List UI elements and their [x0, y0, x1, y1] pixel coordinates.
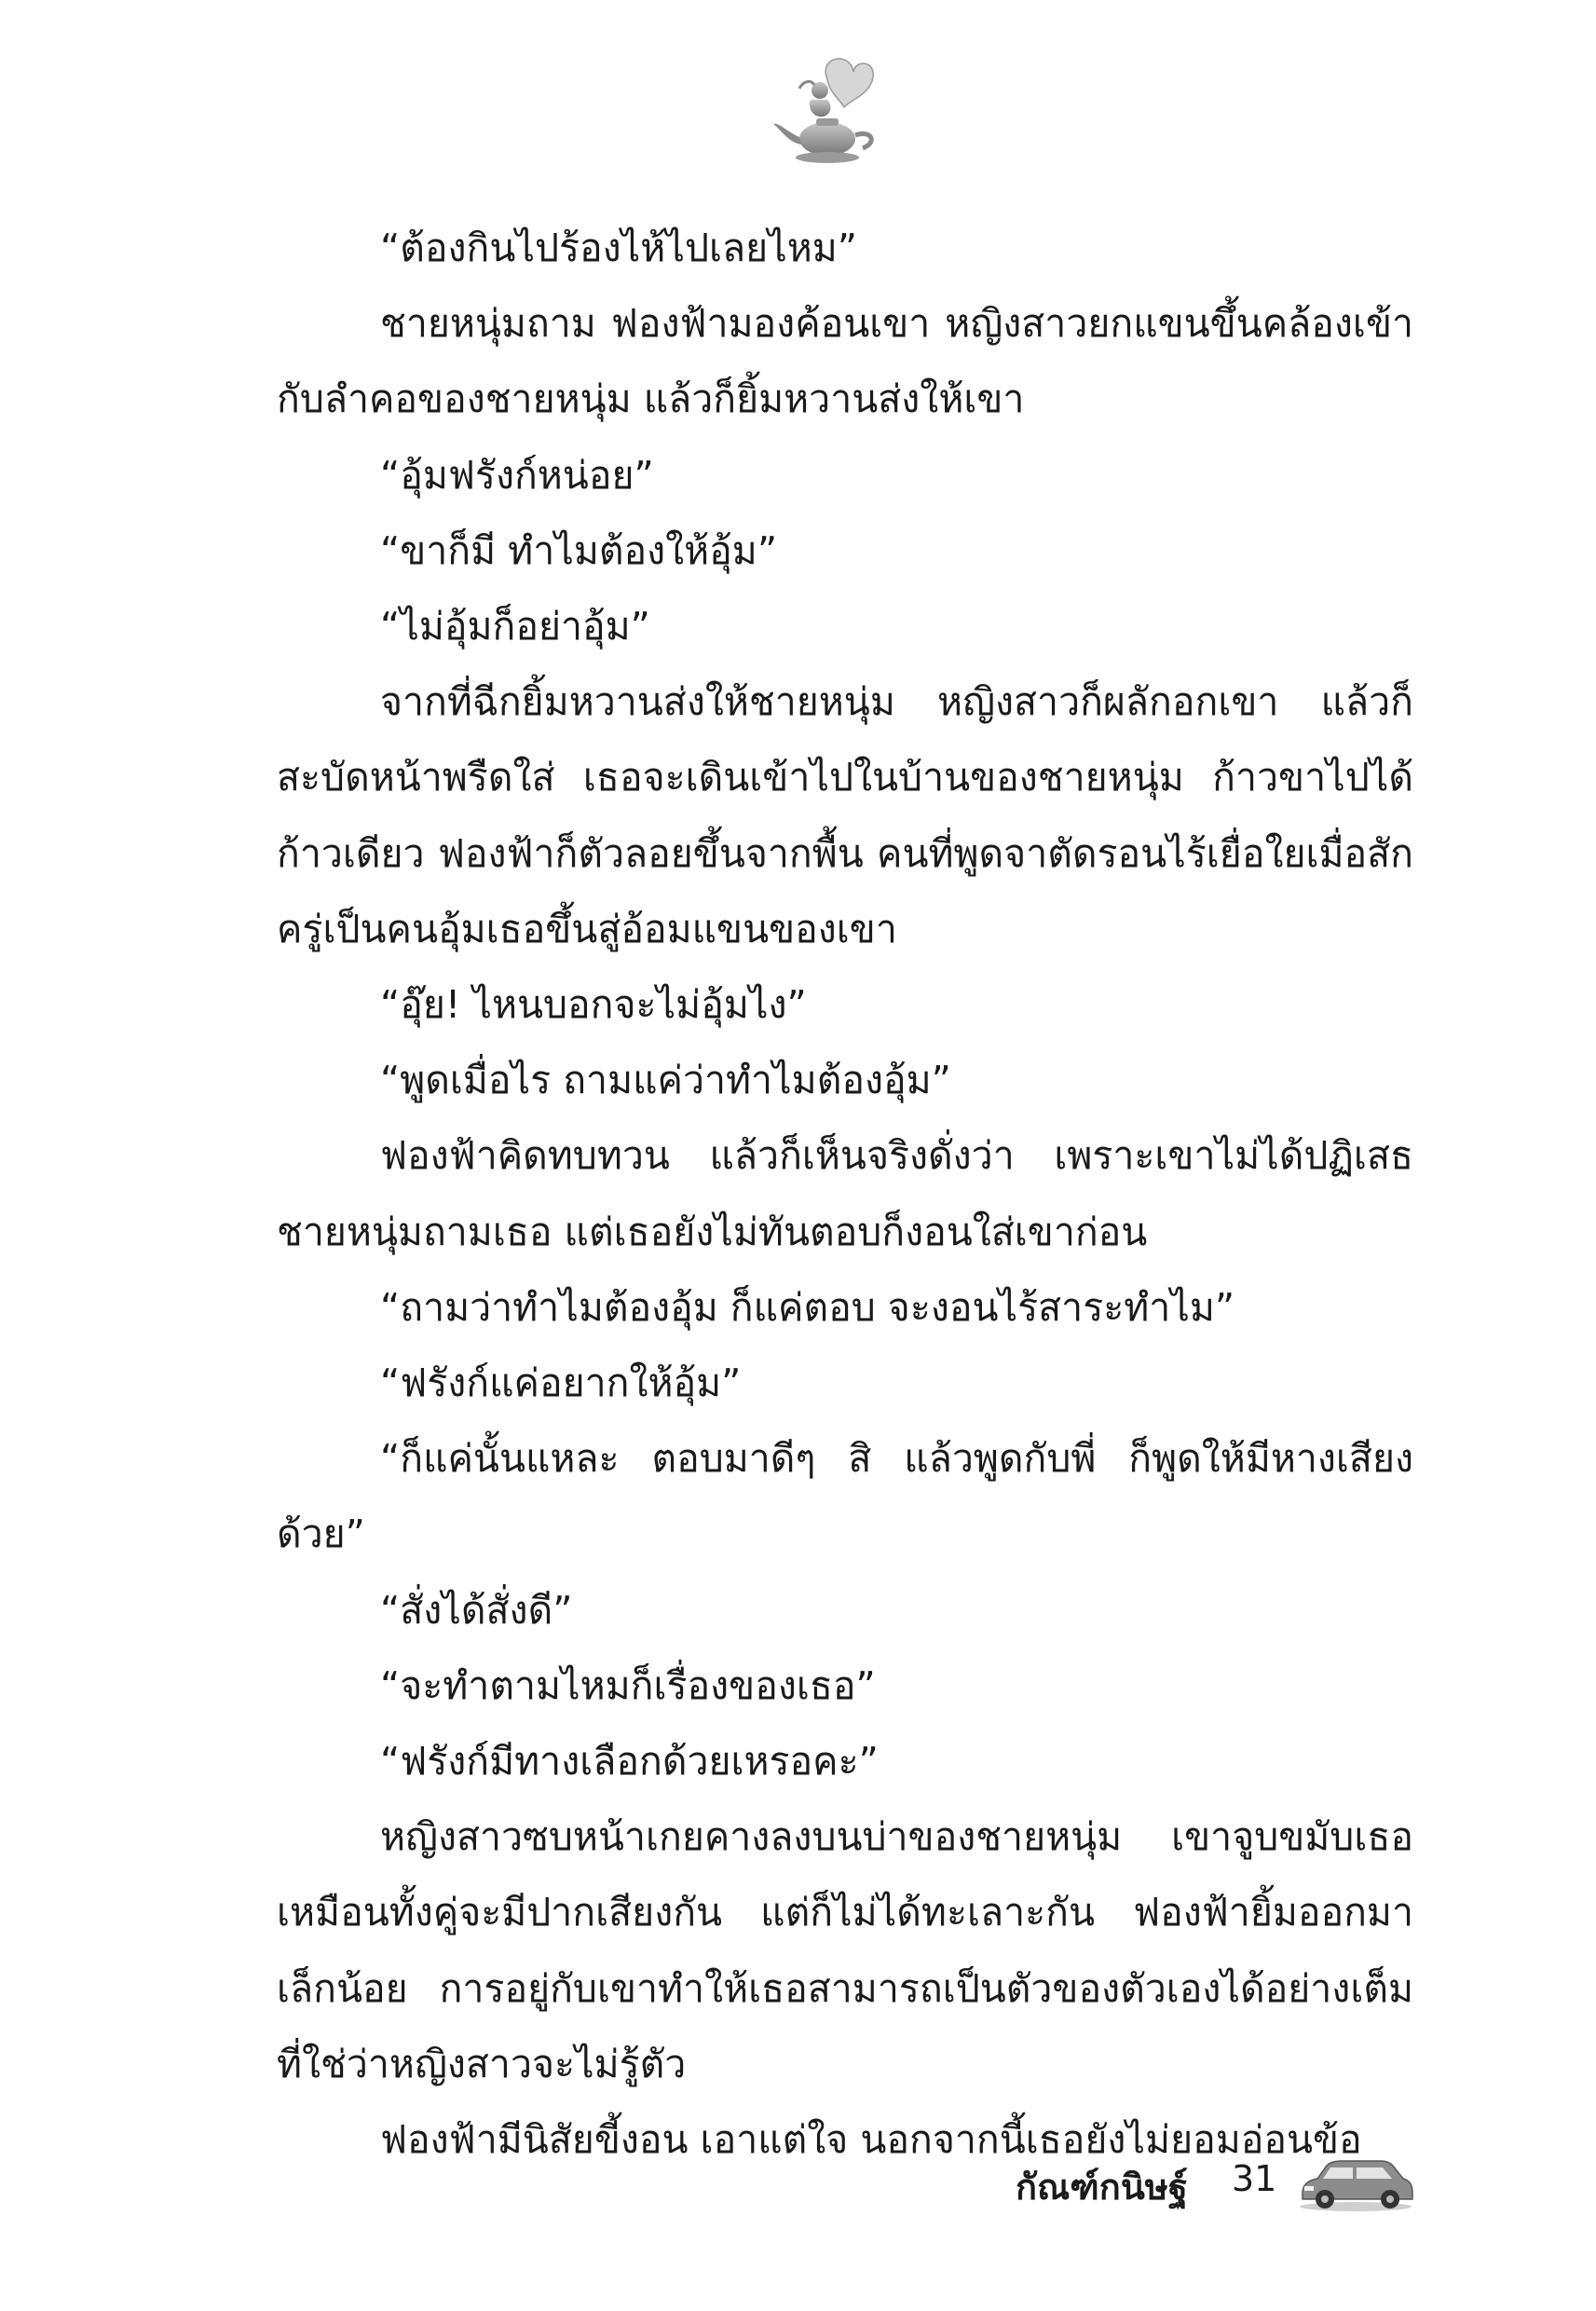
paragraph: “ฟรังก์แค่อยากให้อุ้ม” — [380, 1361, 742, 1406]
car-icon — [1295, 2153, 1416, 2212]
angel-teapot-ornament-icon — [762, 51, 893, 172]
chapter-body — [277, 211, 1413, 2178]
page-footer — [1016, 2153, 1537, 2218]
paragraph: “ถามว่าทำไมต้องอุ้ม ก็แค่ตอบ จะงอนไร้สาระทำไม” — [380, 1284, 1235, 1330]
paragraph: “ไม่อุ้มก็อย่าอุ้ม” — [380, 604, 650, 650]
paragraph: “ขาก็มี ทำไมต้องให้อุ้ม” — [380, 527, 778, 573]
paragraph: จากที่ฉีกยิ้มหวานส่งให้ชายหนุ่ม หญิงสาวก็ผลักอกเขา แล้วก็สะบัดหน้าพรืดใส่ เธอจะเดินเข้าไปในบ้านของชายหนุ่ม ก้าวขาไปได้ก้าวเดียว ฟองฟ้าก็ตัวลอยขึ้นจากพื้น คนที่พูดจาตัดรอนไร้เยื่อใยเมื่อสักครู่เป็นคนอุ้มเธอขึ้นสู่อ้อมแขนของเขา — [277, 679, 1413, 951]
page-number: 31 — [1232, 2158, 1277, 2199]
paragraph: “ฟรังก์มีทางเลือกด้วยเหรอคะ” — [380, 1739, 879, 1785]
paragraph: ฟองฟ้าคิดทบทวน แล้วก็เห็นจริงดั่งว่า เพราะเขาไม่ได้ปฏิเสธชายหนุ่มถามเธอ แต่เธอยังไม่ทันตอบก็งอนใส่เขาก่อน — [277, 1133, 1413, 1254]
paragraph: “อุ๊ย! ไหนบอกจะไม่อุ้มไง” — [380, 982, 807, 1028]
paragraph: ฟองฟ้ามีนิสัยขี้งอน เอาแต่ใจ นอกจากนี้เธอยังไม่ยอมอ่อนข้อ — [380, 2117, 1362, 2163]
paragraph: “ต้องกินไปร้องไห้ไปเลยไหม” — [380, 226, 858, 270]
paragraph: “จะทำตามไหมก็เรื่องของเธอ” — [380, 1662, 876, 1708]
paragraph: หญิงสาวซบหน้าเกยคางลงบนบ่าของชายหนุ่ม เขาจูบขมับเธอเหมือนทั้งคู่จะมีปากเสียงกัน แต่ก็ไม่ได้ทะเลาะกัน ฟองฟ้ายิ้มออกมาเล็กน้อย การอยู่กับเขาทำให้เธอสามารถเป็นตัวของตัวเองได้อย่างเต็มที่ใช่ว่าหญิงสาวจะไม่รู้ตัว — [277, 1814, 1413, 2086]
paragraph: ชายหนุ่มถาม ฟองฟ้ามองค้อนเขา หญิงสาวยกแขนขึ้นคล้องเข้ากับลำคอของชายหนุ่ม แล้วก็ยิ้มหวานส่งให้เขา — [277, 301, 1413, 422]
paragraph: “อุ้มฟรังก์หน่อย” — [380, 452, 654, 498]
paragraph: “สั่งได้สั่งดี” — [380, 1587, 573, 1633]
book-title: กัณฑ์กนิษฐ์ — [1016, 2167, 1188, 2208]
paragraph: “พูดเมื่อไร ถามแค่ว่าทำไมต้องอุ้ม” — [380, 1058, 951, 1103]
paragraph: “ก็แค่นั้นแหละ ตอบมาดีๆ สิ แล้วพูดกับพี่ ก็พูดให้มีหางเสียงด้วย” — [277, 1436, 1413, 1557]
